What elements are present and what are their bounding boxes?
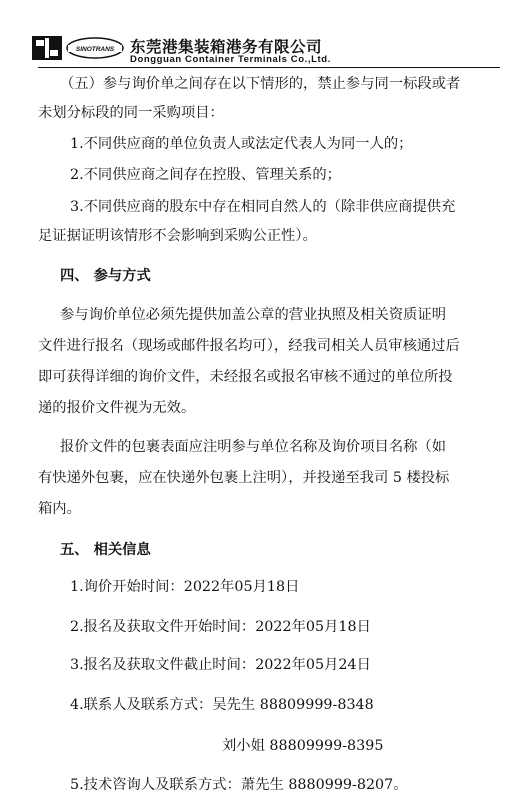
logo-text: SINOTRANS [75,46,115,53]
paragraph-line: 参与询价单位必须先提供加盖公章的营业执照及相关资质证明 [60,307,447,323]
letterhead [0,0,527,64]
list-item: 2.不同供应商之间存在控股、管理关系的； [70,167,341,183]
paragraph-line: 递的报价文件视为无效。 [38,400,196,416]
paragraph-line: 箱内。 [38,501,81,517]
paragraph-line: 有快递外包裹，应在快递外包裹上注明），并投递至我司 5 楼投标 [38,470,450,486]
company-name-cn: 东莞港集装箱港务有限公司 [130,38,323,56]
sinotrans-logo-icon [66,37,124,59]
paragraph-line: 报价文件的包裹表面应注明参与单位名称及询价项目名称（如 [60,439,447,455]
section-heading-5: 五、 相关信息 [60,542,151,558]
section-heading-4: 四、 参与方式 [60,268,151,284]
paragraph-line: （五）参与询价单之间存在以下情形的，禁止参与同一标段或者 [60,76,461,92]
header-rule [38,67,500,68]
info-item: 3.报名及获取文件截止时间：2022年05月24日 [70,657,371,673]
info-item: 2.报名及获取文件开始时间：2022年05月18日 [70,619,371,635]
paragraph-line: 未划分标段的同一采购项目： [38,105,224,121]
info-item: 刘小姐 88809999-8395 [222,738,384,754]
company-name-en: Dongguan Container Terminals Co.,Ltd. [130,54,331,65]
list-item: 3.不同供应商的股东中存在相同自然人的（除非供应商提供充 [70,199,456,215]
info-item: 1.询价开始时间：2022年05月18日 [70,579,300,595]
paragraph-line: 即可获得详细的询价文件，未经报名或报名审核不通过的单位所投 [38,369,453,385]
info-item: 5.技术咨询人及联系方式：萧先生 8880999-8207。 [70,777,408,793]
company-logo-icon [32,36,62,60]
info-item: 4.联系人及联系方式：吴先生 88809999-8348 [70,697,374,713]
paragraph-line: 文件进行报名（现场或邮件报名均可），经我司相关人员审核通过后 [38,338,460,354]
paragraph-line: 足证据证明该情形不会影响到采购公正性）。 [38,228,317,244]
list-item: 1.不同供应商的单位负责人或法定代表人为同一人的； [70,136,413,152]
